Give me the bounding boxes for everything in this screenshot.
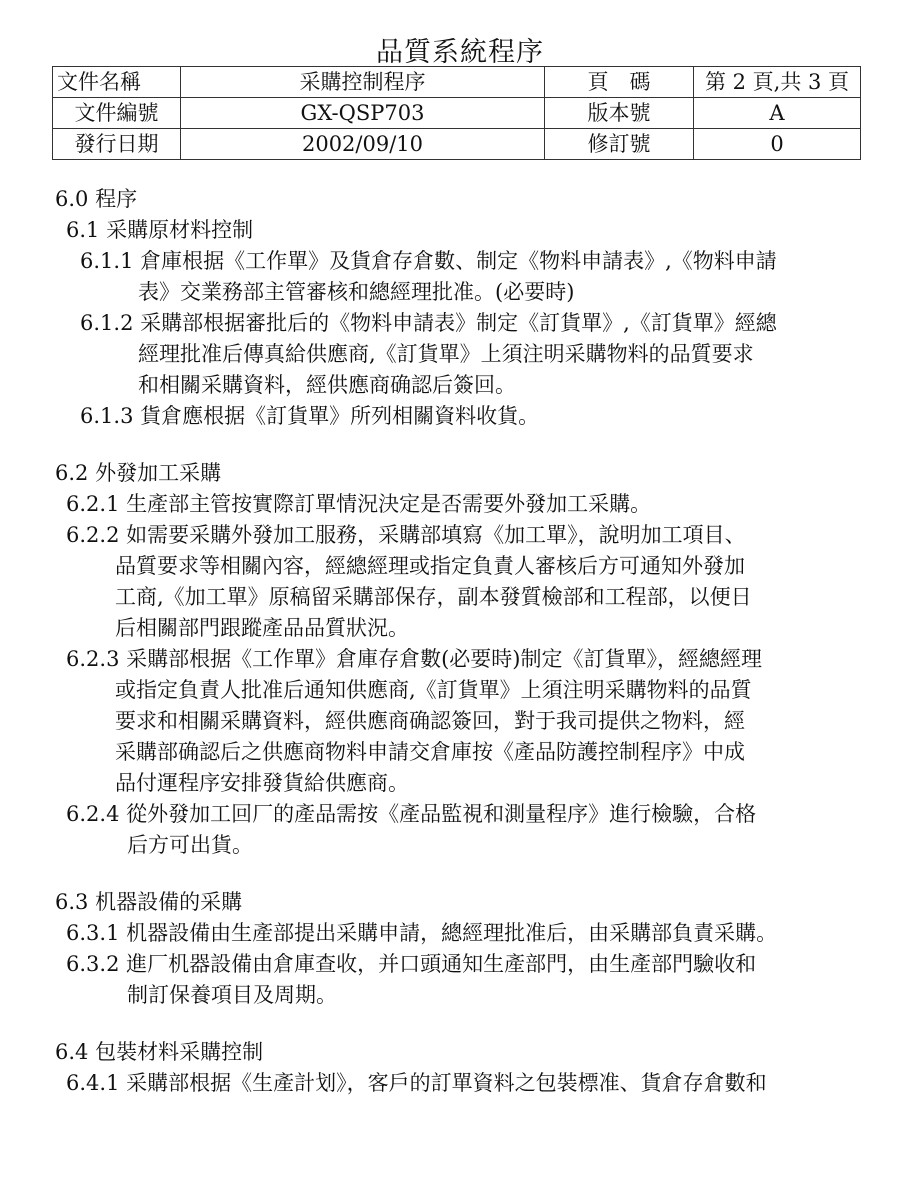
revision-label: 修訂號 bbox=[545, 129, 694, 160]
section-heading-6-3: 6.3 机器設備的采購 bbox=[55, 890, 243, 914]
clause-6-3-2-line-2: 制訂保養項目及周期。 bbox=[127, 983, 337, 1007]
clause-6-3-1: 6.3.1 机器設備由生產部提出采購申請，總經理批准后，由采購部負責采購。 bbox=[66, 921, 778, 945]
header-row-2 bbox=[53, 98, 861, 129]
version-label: 版本號 bbox=[545, 98, 694, 129]
page-value: 第 2 頁,共 3 頁 bbox=[694, 67, 861, 98]
revision-value: 0 bbox=[694, 129, 861, 160]
header-row-3 bbox=[53, 129, 861, 160]
clause-6-1-2-line-2: 經理批准后傳真給供應商,《訂貨單》上須注明采購物料的品質要求 bbox=[138, 342, 754, 366]
page-label: 頁 碼 bbox=[545, 67, 694, 98]
clause-6-1-2-line-3: 和相關采購資料，經供應商确認后簽回。 bbox=[138, 373, 516, 397]
section-heading-6-1: 6.1 采購原材料控制 bbox=[66, 218, 254, 242]
clause-6-1-2-line-1: 6.1.2 采購部根据審批后的《物料申請表》制定《訂貨單》,《訂貨單》經總 bbox=[80, 311, 777, 335]
issue-date-value: 2002/09/10 bbox=[181, 129, 545, 160]
header-row-1 bbox=[53, 67, 861, 98]
clause-6-3-2-line-1: 6.3.2 進厂机器設備由倉庫查收，并口頭通知生產部門，由生產部門驗收和 bbox=[66, 952, 757, 976]
clause-6-2-3-line-4: 采購部确認后之供應商物料申請交倉庫按《產品防護控制程序》中成 bbox=[115, 740, 745, 764]
doc-name-value: 采購控制程序 bbox=[181, 67, 545, 98]
section-heading-6-2: 6.2 外發加工采購 bbox=[55, 461, 222, 485]
clause-6-2-2-line-4: 后相關部門跟蹤產品品質狀況。 bbox=[115, 616, 409, 640]
clause-6-2-2-line-2: 品質要求等相關內容，經總經理或指定負責人審核后方可通知外發加 bbox=[115, 554, 745, 578]
clause-6-2-2-line-3: 工商,《加工單》原稿留采購部保存，副本發質檢部和工程部，以便日 bbox=[115, 585, 752, 609]
doc-no-label: 文件編號 bbox=[53, 98, 181, 129]
document-header-table bbox=[52, 66, 861, 160]
section-heading-6-4: 6.4 包裝材料采購控制 bbox=[55, 1040, 264, 1064]
clause-6-1-1-line-2: 表》交業務部主管審核和總經理批准。(必要時) bbox=[138, 280, 575, 304]
document-title: 品質系統程序 bbox=[376, 37, 544, 68]
clause-6-2-3-line-5: 品付運程序安排發貨給供應商。 bbox=[115, 771, 409, 795]
issue-date-label: 發行日期 bbox=[53, 129, 181, 160]
clause-6-1-1-line-1: 6.1.1 倉庫根据《工作單》及貨倉存倉數、制定《物料申請表》,《物料申請 bbox=[80, 249, 777, 273]
clause-6-4-1-line-1: 6.4.1 采購部根据《生產計划》，客戶的訂單資料之包裝標准、貨倉存倉數和 bbox=[66, 1071, 767, 1095]
clause-6-2-3-line-1: 6.2.3 采購部根据《工作單》倉庫存倉數(必要時)制定《訂貨單》，經總經理 bbox=[66, 647, 762, 671]
clause-6-2-2-line-1: 6.2.2 如需要采購外發加工服務，采購部填寫《加工單》，說明加工項目、 bbox=[66, 523, 746, 547]
clause-6-2-4-line-2: 后方可出貨。 bbox=[127, 833, 253, 857]
doc-no-value: GX-QSP703 bbox=[181, 98, 545, 129]
version-value: A bbox=[694, 98, 861, 129]
clause-6-2-3-line-3: 要求和相關采購資料，經供應商确認簽回，對于我司提供之物料，經 bbox=[115, 709, 745, 733]
clause-6-1-3: 6.1.3 貨倉應根据《訂貨單》所列相關資料收貨。 bbox=[80, 404, 540, 428]
clause-6-2-1: 6.2.1 生產部主管按實際訂單情況決定是否需要外發加工采購。 bbox=[66, 492, 652, 516]
doc-name-label: 文件名稱 bbox=[53, 67, 181, 98]
section-heading-6-0: 6.0 程序 bbox=[55, 187, 138, 211]
clause-6-2-4-line-1: 6.2.4 從外發加工回厂的產品需按《產品監視和測量程序》進行檢驗，合格 bbox=[66, 802, 757, 826]
clause-6-2-3-line-2: 或指定負責人批准后通知供應商,《訂貨單》上須注明采購物料的品質 bbox=[115, 678, 752, 702]
